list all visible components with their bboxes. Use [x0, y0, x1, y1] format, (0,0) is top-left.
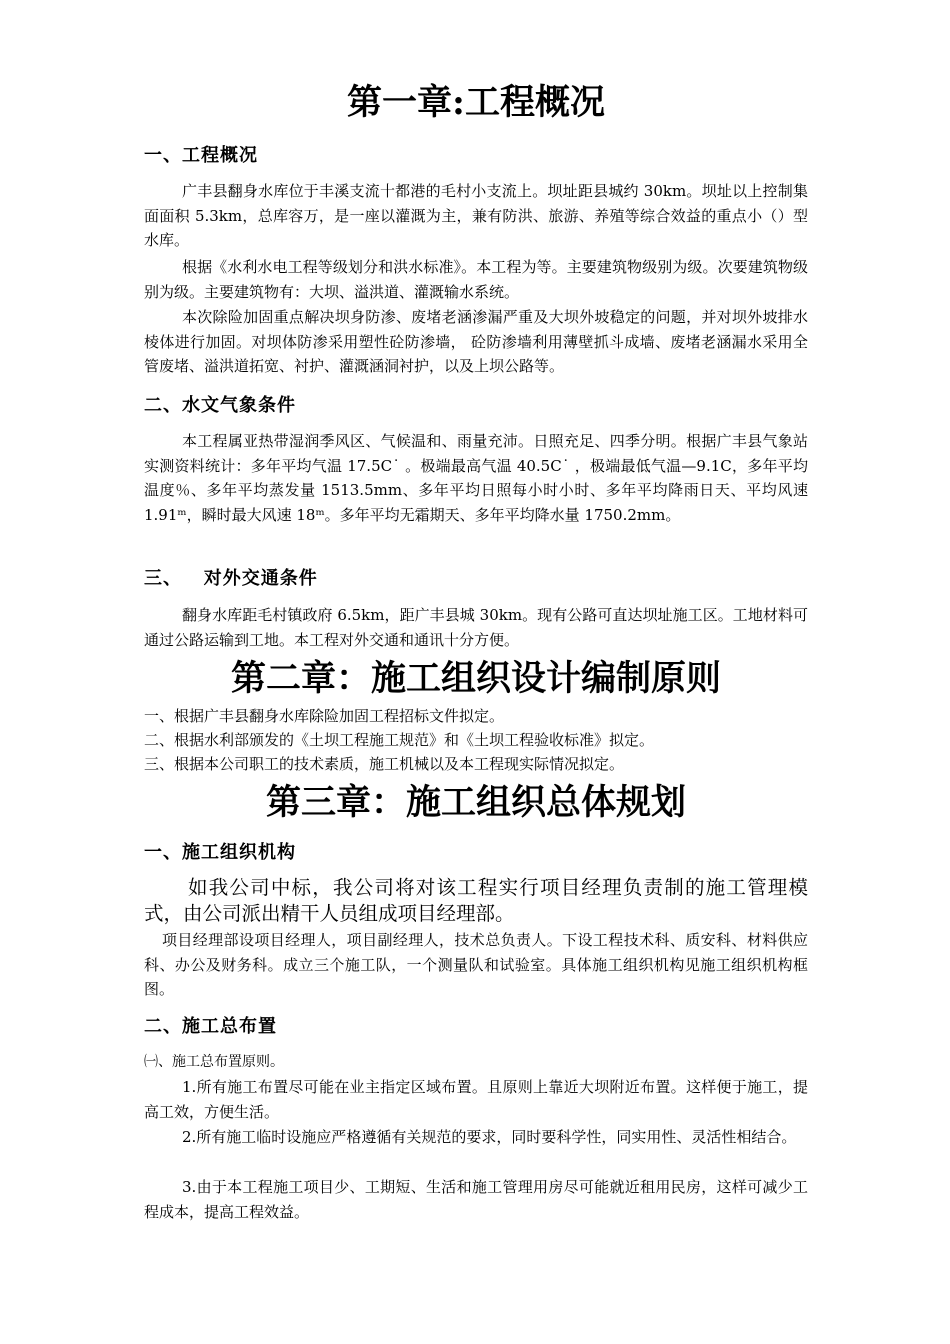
chapter1-section2-heading: 二、水文气象条件	[144, 395, 296, 416]
chapter3-section1-paragraph1: 如我公司中标，我公司将对该工程实行项目经理负责制的施工管理模式，由公司派出精干人员组成项目经理部。	[144, 876, 808, 925]
chapter1-section1-paragraph1: 广丰县翻身水库位于丰溪支流十都港的毛村小支流上。坝址距县城约 30km。坝址以上控制集面面积 5.3km，总库容万，是一座以灌溉为主，兼有防洪、旅游、养殖等综合效益的重点小（）型水库。	[144, 182, 808, 249]
chapter3-title: 第三章：施工组织总体规划	[265, 782, 686, 823]
chapter3-section1-paragraph2: 项目经理部设项目经理人，项目副经理人，技术总负责人。下设工程技术科、质安科、材料供应科、办公及财务科。成立三个施工队，一个测量队和试验室。具体施工组织机构见施工组织机构框图。	[144, 931, 808, 998]
chapter1-section2-paragraph1: 本工程属亚热带湿润季风区、气候温和、雨量充沛。日照充足、四季分明。根据广丰县气象站实测资料统计：多年平均气温 17.5C˙ 。极端最高气温 40.5C˙ ，极端最低气温—9.1C，多年平均温度％、多年平均蒸发量 1513.5mm、多年平均日照每小时小时、多年平均降雨日天、平均风速 1.91ᵐ，瞬时最大风速 18ᵐ。多年平均无霜期天、多年平均降水量 1750.2mm。	[144, 432, 808, 524]
chapter2-item-1: 一、根据广丰县翻身水库除险加固工程招标文件拟定。	[144, 707, 505, 725]
chapter3-section2-paragraph2: 2.所有施工临时设施应严格遵循有关规范的要求，同时要科学性，同实用性、灵活性相结合。	[182, 1128, 797, 1146]
chapter3-section2-paragraph3: 3.由于本工程施工项目少、工期短、生活和施工管理用房尽可能就近租用民房，这样可减少工程成本，提高工程效益。	[144, 1178, 808, 1221]
chapter1-section3-paragraph1: 翻身水库距毛村镇政府 6.5km，距广丰县城 30km。现有公路可直达坝址施工区。工地材料可通过公路运输到工地。本工程对外交通和通讯十分方便。	[144, 606, 808, 649]
chapter3-section2-subheading: ㈠、施工总布置原则。	[144, 1054, 284, 1070]
chapter1-section1-paragraph2: 根据《水利水电工程等级划分和洪水标准》。本工程为等。主要建筑物级别为级。次要建筑物级别为级。主要建筑物有：大坝、溢洪道、灌溉输水系统。	[144, 258, 808, 301]
chapter2-item-2: 二、根据水利部颁发的《土坝工程施工规范》和《土坝工程验收标准》拟定。	[144, 731, 655, 749]
chapter3-section2-paragraph1: 1.所有施工布置尽可能在业主指定区域布置。且原则上靠近大坝附近布置。这样便于施工，提高工效，方便生活。	[144, 1078, 808, 1121]
chapter1-section1-paragraph3: 本次除险加固重点解决坝身防渗、废堵老涵渗漏严重及大坝外坡稳定的问题，并对坝外坡排水棱体进行加固。对坝体防渗采用塑性砼防渗墙， 砼防渗墙利用薄壁抓斗成墙、废堵老涵漏水采用全管废堵、溢洪道拓宽、衬护、灌溉涵洞衬护，以及上坝公路等。	[144, 308, 808, 375]
chapter2-title: 第二章：施工组织设计编制原则	[230, 658, 721, 699]
chapter3-section2-heading: 二、施工总布置	[144, 1016, 277, 1037]
chapter2-item-3: 三、根据本公司职工的技术素质，施工机械以及本工程现实际情况拟定。	[144, 755, 625, 773]
chapter1-title: 第一章:工程概况	[347, 82, 605, 123]
chapter1-section3-heading: 三、 对外交通条件	[144, 568, 318, 589]
chapter1-section1-heading: 一、工程概况	[144, 145, 258, 166]
chapter3-section1-heading: 一、施工组织机构	[144, 842, 296, 863]
